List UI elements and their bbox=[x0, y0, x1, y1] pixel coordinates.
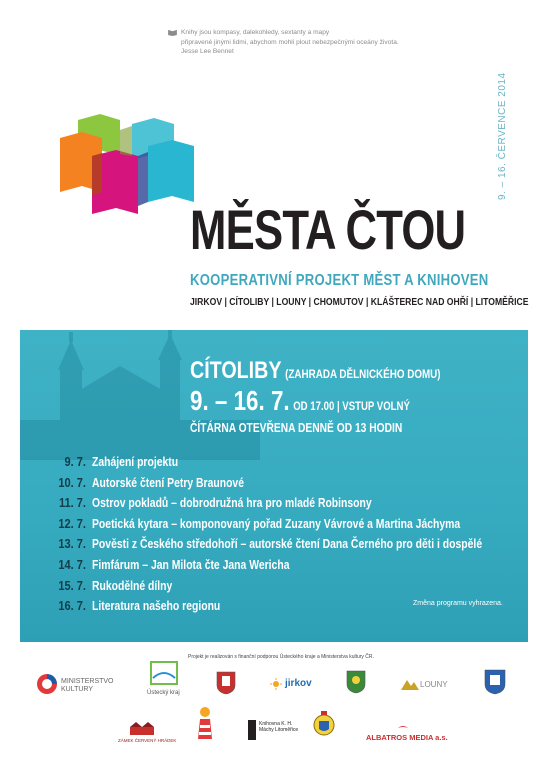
louny-label: LOUNY bbox=[420, 680, 448, 689]
program-date: 14. 7. bbox=[58, 556, 86, 572]
quote-line-1: Knihy jsou kompasy, dalekohledy, sextanty a mapy bbox=[181, 29, 330, 36]
program-date: 15. 7. bbox=[58, 577, 86, 593]
program-date: 10. 7. bbox=[58, 474, 86, 490]
chomutov-coat-of-arms-icon bbox=[346, 670, 366, 694]
program-text: Literatura našeho regionu bbox=[92, 598, 221, 614]
program-date: 9. 7. bbox=[64, 454, 86, 469]
towns-list: JIRKOV | CÍTOLIBY | LOUNY | CHOMUTOV | KLÁŠTEREC NAD OHŘÍ | LITOMĚŘICE bbox=[190, 296, 529, 308]
reading-room-info: ČÍTÁRNA OTEVŘENA DENNĚ OD 13 HODIN bbox=[190, 421, 403, 435]
page-title: MĚSTA ČTOU bbox=[190, 198, 466, 261]
program-date: 13. 7. bbox=[58, 536, 86, 552]
albatros-bird-icon bbox=[398, 724, 408, 732]
klasterec-coat-of-arms-icon bbox=[484, 669, 506, 695]
program-date: 16. 7. bbox=[58, 598, 86, 614]
venue-name: CÍTOLIBY bbox=[190, 357, 282, 384]
quote-line-2: připravené jinými lidmi, abychom mohli plout nebezpečnými oceány života. bbox=[181, 38, 399, 46]
date-range: 9. – 16. 7. bbox=[190, 385, 290, 416]
ustecky-kraj-logo-icon bbox=[149, 660, 179, 688]
emblem-logo-icon bbox=[311, 709, 337, 743]
jirkov-label: jirkov bbox=[285, 678, 312, 689]
ustecky-kraj-label: Ústecký kraj bbox=[147, 690, 180, 696]
albatros-label: ALBATROS MEDIA a.s. bbox=[366, 733, 448, 742]
program-text: Pověsti z Českého středohoří – autorské čtení Dana Černého pro děti i dospělé bbox=[92, 536, 483, 552]
program-note: Změna programu vyhrazena. bbox=[413, 600, 503, 607]
lighthouse-logo-icon bbox=[194, 705, 216, 743]
venue-place: (ZAHRADA DĚLNICKÉHO DOMU) bbox=[285, 367, 441, 381]
support-text: Projekt je realizován s finanční podporou Ústeckého kraje a Ministerstva kultury ČR. bbox=[188, 654, 374, 660]
program-text: Fimfárum – Jan Milota čte Jana Wericha bbox=[92, 556, 290, 572]
program-text: Autorské čtení Petry Braunové bbox=[92, 474, 245, 490]
program-text: Rukodělné dílny bbox=[92, 577, 173, 593]
time-info: OD 17.00 | VSTUP VOLNÝ bbox=[293, 399, 410, 413]
ministerstvo-kultury-logo-icon bbox=[36, 673, 58, 695]
quote-author: Jesse Lee Bennet bbox=[181, 48, 234, 55]
citoliby-coat-of-arms-icon bbox=[216, 671, 236, 695]
jirkov-sun-icon bbox=[270, 678, 282, 690]
louny-logo-icon bbox=[401, 678, 419, 690]
subtitle: KOOPERATIVNÍ PROJEKT MĚST A KNIHOVEN bbox=[190, 272, 489, 289]
knihovna-label: Knihovna K. H. Máchy Litoměřice bbox=[259, 721, 299, 733]
ministerstvo-kultury-label: MINISTERSTVO KULTURY bbox=[61, 678, 114, 693]
program-text: Zahájení projektu bbox=[92, 454, 179, 469]
program-text: Ostrov pokladů – dobrodružná hra pro mladé Robinsony bbox=[92, 495, 372, 511]
zamek-label: ZÁMEK ČERVENÝ HRÁDEK bbox=[118, 738, 177, 743]
program-text: Poetická kytara – komponovaný pořad Zuzany Vávrové a Martina Jáchyma bbox=[92, 515, 461, 531]
zamek-cerveny-hradek-logo-icon bbox=[128, 721, 156, 737]
knihovna-logo-icon bbox=[248, 720, 256, 740]
program-date: 11. 7. bbox=[58, 495, 86, 511]
event-date-vertical: 9. – 16. ČERVENCE 2014 bbox=[497, 72, 508, 200]
program-date: 12. 7. bbox=[58, 515, 86, 531]
